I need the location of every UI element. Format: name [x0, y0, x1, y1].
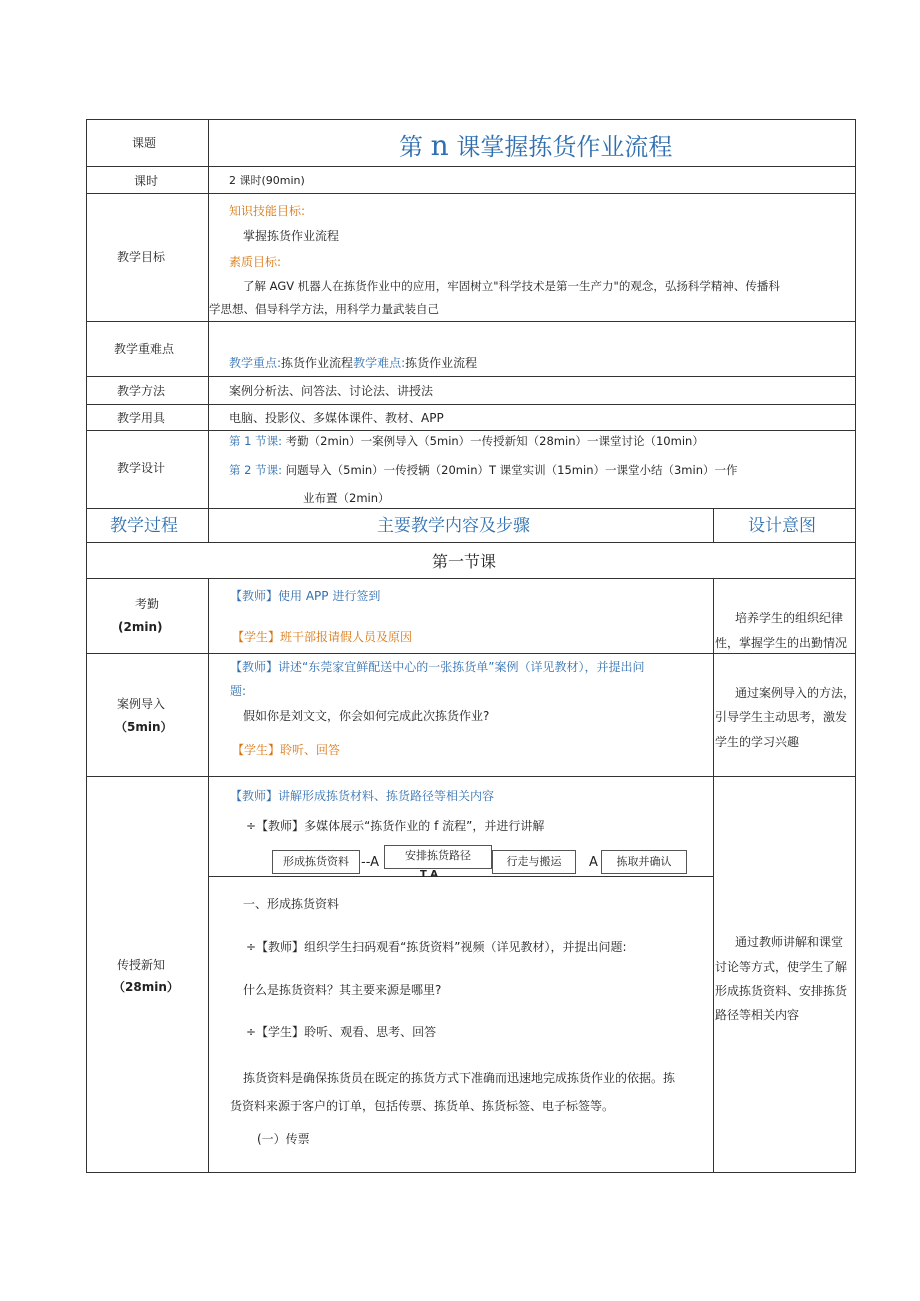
methods-value: 案例分析法、问答法、讨论法、讲授法: [229, 384, 434, 398]
tools-value: 电脑、投影仪、多媒体课件、教材、APP: [229, 411, 444, 425]
case-teacher: [230, 660, 644, 674]
difficulty-text: 拣货作业流程: [405, 356, 478, 370]
knowledge-intent-2: 讨论等方式，使学生了解: [715, 960, 848, 974]
flow-mark: T A: [420, 869, 439, 880]
title-n: n: [430, 129, 449, 162]
case-time: （5min）: [115, 720, 173, 734]
hours-label: 课时: [134, 174, 159, 188]
knowledge-goal-title: 知识技能目标:: [229, 204, 306, 218]
knowledge-para-1: 拣货资料是确保拣货员在既定的拣货方式下准确而迅速地完成拣货作业的依据。拣: [243, 1071, 676, 1085]
flow-arrow-1: --A: [361, 855, 379, 870]
lesson1-text: 考勤（2min）一案例导入（5min）一传授新知（28min）一课堂讨论（10min）: [285, 434, 704, 448]
flow-arrow-2: A: [589, 855, 598, 870]
tools-label: 教学用具: [117, 411, 166, 425]
quality-goal-line2: 学思想、倡导科学方法，用科学力量武装自己: [209, 302, 439, 316]
teacher-tag: 【教师】: [230, 660, 279, 674]
case-intent-3: 学生的学习兴趣: [715, 735, 800, 749]
case-intent-2: 引导学生主动思考，激发: [715, 710, 848, 724]
knowledge-label: 传授新知: [117, 958, 166, 972]
knowledge-student2: [246, 1025, 436, 1039]
design-lesson2: [229, 464, 738, 478]
col-header-content: 主要教学内容及步骤: [377, 516, 530, 536]
knowledge-student2-prefix: ÷【学生】: [246, 1025, 305, 1039]
attendance-label: 考勤: [135, 597, 160, 611]
knowledge-teacher2-prefix: ÷【教师】: [246, 819, 305, 833]
knowledge-intent-4: 路径等相关内容: [715, 1008, 800, 1022]
knowledge-sub2: (一）传票: [257, 1132, 310, 1146]
lesson2-text: 问题导入（5min）一传授辆（20min）T 课堂实训（15min）一课堂小结（3min）一作: [285, 463, 738, 477]
knowledge-goal-text: 掌握拣货作业流程: [243, 229, 340, 243]
attendance-intent-2: 性，掌握学生的出勤情况: [715, 636, 848, 650]
case-student: [232, 743, 340, 757]
attendance-time: (2min): [118, 620, 163, 634]
attendance-intent-1: 培养学生的组织纪律: [735, 611, 844, 625]
keypoints-line: [229, 356, 477, 370]
quality-goal-line1: 了解 AGV 机器人在拣货作业中的应用，牢固树立"科学技术是第一生产力"的观念，弘扬科学精神、传播科: [243, 279, 780, 293]
lesson1-title: 第 1 节课:: [229, 434, 283, 448]
knowledge-teacher2: [246, 819, 544, 833]
methods-label: 教学方法: [117, 384, 166, 398]
teacher-tag: 【教师】: [230, 789, 279, 803]
goals-label: 教学目标: [117, 250, 166, 264]
col-header-process: 教学过程: [110, 516, 178, 536]
attendance-student: [232, 630, 412, 644]
focus-title: 教学重点:: [229, 356, 282, 370]
quality-goal-title: 素质目标:: [229, 255, 282, 269]
flow-step-2: 安排拣货路径: [384, 845, 492, 869]
difficulty-title: 教学难点:: [353, 356, 406, 370]
case-intent-1: 通过案例导入的方法，: [735, 686, 856, 700]
student-tag: 【学生】: [232, 743, 281, 757]
knowledge-student2-text: 聆听、观看、思考、回答: [304, 1025, 437, 1039]
case-teacher-text2: 题:: [230, 684, 247, 698]
knowledge-time: （28min）: [113, 980, 179, 994]
design-lesson2-cont: 业布置（2min）: [303, 491, 390, 505]
hours-value: 2 课时(90min): [229, 174, 305, 187]
title-suffix: 课掌握拣货作业流程: [456, 133, 673, 161]
attendance-student-text: 班干部报请假人员及原因: [280, 630, 413, 644]
flow-step-1: 形成拣货资料: [272, 850, 360, 874]
knowledge-teacher2-text: 多媒体展示“拣货作业的 f 流程”，并进行讲解: [304, 819, 545, 833]
design-label: 教学设计: [117, 461, 166, 475]
keypoints-label: 教学重难点: [114, 342, 175, 356]
case-student-text: 聆听、回答: [280, 743, 341, 757]
case-teacher-text: 讲述“东莞家宜鲜配送中心的一张拣货单”案例（详见教材），并提出问: [278, 660, 645, 674]
section-title: 第一节课: [432, 552, 497, 571]
knowledge-para-2: 货资料来源于客户的订单，包括传票、拣货单、拣货标签、电子标签等。: [230, 1099, 615, 1113]
knowledge-teacher1: [230, 789, 494, 803]
knowledge-intent-3: 形成拣货资料、安排拣货: [715, 984, 848, 998]
knowledge-teacher3-prefix: ÷【教师】: [246, 940, 305, 954]
attendance-teacher-text: 使用 APP 进行签到: [278, 589, 381, 603]
flow-step-4: 拣取并确认: [601, 850, 687, 874]
flow-step-3: 行走与搬运: [492, 850, 576, 874]
title-prefix: 第: [399, 133, 423, 161]
col-header-intent: 设计意图: [748, 516, 816, 536]
knowledge-teacher3: [246, 940, 627, 954]
focus-text: 拣货作业流程: [281, 356, 354, 370]
topic-label: 课题: [132, 136, 157, 150]
knowledge-question2: 什么是拣货资料？其主要来源是哪里?: [243, 983, 442, 997]
knowledge-sub1: 一、形成拣货资料: [243, 897, 340, 911]
knowledge-teacher3-text: 组织学生扫码观看“拣货资料”视频（详见教材），并提出问题:: [304, 940, 627, 954]
teacher-tag: 【教师】: [230, 589, 279, 603]
page-title: [399, 129, 672, 163]
student-tag: 【学生】: [232, 630, 281, 644]
case-question: 假如你是刘文文，你会如何完成此次拣货作业?: [243, 709, 490, 723]
design-lesson1: [229, 435, 704, 449]
knowledge-teacher1-text: 讲解形成拣货材料、拣货路径等相关内容: [278, 789, 495, 803]
knowledge-intent-1: 通过教师讲解和课堂: [735, 935, 844, 949]
case-label: 案例导入: [117, 697, 166, 711]
attendance-teacher: [230, 589, 380, 603]
lesson2-title: 第 2 节课:: [229, 463, 283, 477]
